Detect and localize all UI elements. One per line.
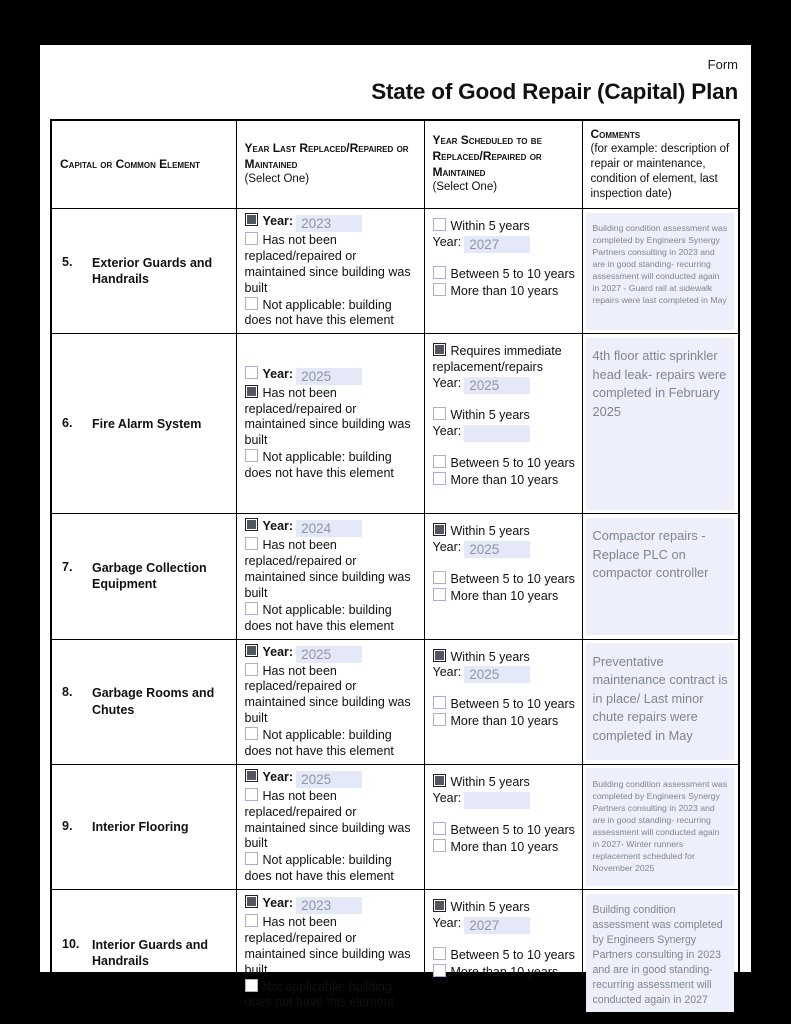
comment-field[interactable]: Building condition assessment was completed by Engineers Synergy Partners consulting in 2023 and are in good standing- recurring assessment will conducted again in 2027- Winter runners replacement scheduled for November 2025 [592, 778, 728, 873]
not-applicable-checkbox[interactable] [245, 852, 258, 865]
year-last-cell [236, 209, 424, 334]
element-name: Garbage Collection Equipment [92, 561, 207, 592]
not-applicable-checkbox[interactable] [245, 449, 258, 462]
element-cell [51, 764, 236, 889]
year-last-input[interactable]: 2025 [296, 646, 362, 663]
year-scheduled-cell [424, 334, 582, 514]
year-last-cell [236, 890, 424, 1018]
element-cell [51, 514, 236, 639]
year-last-label: Year: [262, 214, 294, 229]
not-applicable-label: Not applicable: building does not have this element [244, 979, 394, 1010]
element-name: Fire Alarm System [92, 416, 202, 431]
more-than-10-years-checkbox[interactable] [433, 964, 446, 977]
option-within-5-years [433, 407, 576, 424]
within-5-years-label: Within 5 years [450, 774, 530, 789]
has-not-been-checkbox[interactable] [245, 663, 258, 676]
table-row [51, 209, 739, 334]
option-has-not-been [245, 914, 418, 979]
within-5-years-label: Within 5 years [450, 900, 530, 915]
option-has-not-been [245, 537, 418, 602]
within-5-years-label: Within 5 years [450, 219, 530, 234]
not-applicable-label: Not applicable: building does not have this element [244, 602, 394, 633]
year-last-label: Year: [262, 896, 294, 911]
option-requires-immediate [433, 343, 576, 376]
between-5-10-years-checkbox[interactable] [433, 822, 446, 835]
element-row [62, 937, 230, 970]
within-5-year-input[interactable] [464, 425, 530, 442]
page-title: State of Good Repair (Capital) Plan [371, 78, 738, 104]
option-within-5-years [433, 774, 576, 791]
option-between-5-10-years [433, 455, 576, 472]
within-5-year-input[interactable]: 2025 [464, 666, 530, 683]
year-last-checkbox[interactable] [245, 769, 258, 782]
year-last-cell [236, 764, 424, 889]
option-not-applicable [245, 979, 418, 1012]
more-than-10-years-checkbox[interactable] [433, 713, 446, 726]
within-5-year-line [433, 235, 576, 253]
year-last-input[interactable]: 2024 [296, 520, 362, 537]
option-more-than-10-years [433, 964, 576, 981]
comment-cell [582, 764, 739, 889]
year-last-cell [236, 514, 424, 639]
year-last-label: Year: [262, 644, 294, 659]
header-comments-title: Comments [590, 126, 641, 141]
element-row [62, 819, 230, 835]
comment-cell [582, 334, 739, 514]
within-5-years-checkbox[interactable] [433, 899, 446, 912]
comment-cell [582, 639, 739, 764]
option-not-applicable [245, 449, 418, 482]
comment-cell [582, 209, 739, 334]
between-5-10-years-label: Between 5 to 10 years [450, 697, 575, 712]
more-than-10-years-label: More than 10 years [450, 839, 559, 854]
document-page [40, 45, 751, 1010]
option-within-5-years [433, 899, 576, 916]
between-5-10-years-checkbox[interactable] [433, 947, 446, 960]
has-not-been-label: Has not been replaced/repaired or maintained since building was built [244, 538, 411, 600]
element-number: 6. [62, 415, 73, 430]
header-year-scheduled-title: Year Scheduled to be Replaced/Repaired or Maintained [432, 133, 542, 179]
comment-field[interactable]: 4th floor attic sprinkler head leak- repairs were completed in February 2025 [592, 348, 727, 419]
more-than-10-years-checkbox[interactable] [433, 472, 446, 485]
table-row [51, 890, 739, 1018]
year-scheduled-cell [424, 890, 582, 1018]
within-5-year-line [433, 665, 576, 683]
element-number: 8. [62, 685, 73, 700]
year-last-checkbox[interactable] [245, 213, 258, 226]
within-5-years-checkbox[interactable] [433, 407, 446, 420]
requires-immediate-year-label: Year: [432, 376, 462, 391]
year-last-checkbox[interactable] [245, 644, 258, 657]
within-5-years-checkbox[interactable] [433, 523, 446, 536]
option-not-applicable [245, 727, 418, 760]
element-row [62, 560, 230, 593]
within-5-year-label: Year: [432, 790, 462, 805]
more-than-10-years-label: More than 10 years [450, 283, 559, 298]
option-more-than-10-years [433, 283, 576, 300]
between-5-10-years-checkbox[interactable] [433, 455, 446, 468]
not-applicable-label: Not applicable: building does not have this element [244, 728, 394, 758]
year-scheduled-cell [424, 209, 582, 334]
option-between-5-10-years [433, 947, 576, 964]
option-year-last [245, 895, 418, 914]
has-not-been-label: Has not been replaced/repaired or maintained since building was built [244, 385, 411, 448]
option-more-than-10-years [433, 839, 576, 856]
more-than-10-years-label: More than 10 years [450, 964, 559, 979]
year-last-checkbox[interactable] [245, 366, 258, 379]
has-not-been-label: Has not been replaced/repaired or maintained since building was built [244, 915, 411, 977]
between-5-10-years-label: Between 5 to 10 years [450, 455, 575, 470]
header-capital-element [51, 120, 236, 209]
has-not-been-checkbox[interactable] [245, 385, 258, 398]
table-row [51, 639, 739, 764]
option-within-5-years [433, 523, 576, 540]
table-row [51, 764, 739, 889]
table-body [51, 209, 739, 1018]
header-row [51, 120, 739, 209]
more-than-10-years-label: More than 10 years [450, 589, 559, 604]
year-last-label: Year: [262, 366, 294, 381]
requires-immediate-year-input[interactable]: 2025 [464, 377, 530, 394]
year-last-label: Year: [262, 769, 294, 784]
option-has-not-been [245, 663, 418, 728]
option-between-5-10-years [433, 571, 576, 588]
within-5-years-checkbox[interactable] [433, 649, 446, 662]
requires-immediate-label: Requires immediate replacement/repairs [432, 344, 562, 375]
element-cell [51, 639, 236, 764]
year-last-cell [236, 639, 424, 764]
table-row [51, 334, 739, 514]
more-than-10-years-label: More than 10 years [450, 472, 559, 487]
element-number: 5. [62, 254, 73, 269]
year-last-cell [236, 334, 424, 514]
element-name: Exterior Guards and Handrails [92, 255, 213, 287]
option-year-last [245, 518, 418, 537]
within-5-year-label: Year: [432, 234, 462, 249]
option-year-last [245, 213, 418, 232]
element-number: 7. [62, 560, 73, 575]
within-5-year-label: Year: [432, 665, 462, 680]
more-than-10-years-label: More than 10 years [450, 714, 559, 729]
option-within-5-years [433, 218, 576, 235]
option-within-5-years [433, 649, 576, 666]
not-applicable-label: Not applicable: building does not have this element [244, 297, 394, 328]
within-5-year-input[interactable]: 2025 [464, 541, 530, 558]
header-comments-sub: (for example: description of repair or maintenance, condition of element, last inspection date) [590, 143, 730, 201]
within-5-year-input[interactable]: 2027 [464, 917, 530, 934]
within-5-year-line [433, 424, 576, 442]
within-5-year-input[interactable] [464, 792, 530, 809]
within-5-years-checkbox[interactable] [433, 218, 446, 231]
option-has-not-been [245, 788, 418, 853]
between-5-10-years-checkbox[interactable] [433, 696, 446, 709]
element-name: Interior Guards and Handrails [92, 937, 208, 969]
header-year-scheduled-sub: (Select One) [432, 181, 498, 194]
header-comments [582, 120, 739, 209]
year-scheduled-cell [424, 764, 582, 889]
option-year-last [245, 769, 418, 788]
header-year-last [236, 120, 424, 209]
has-not-been-checkbox[interactable] [245, 537, 258, 550]
more-than-10-years-checkbox[interactable] [433, 839, 446, 852]
comment-field[interactable]: Preventative maintenance contract is in place/ Last minor chute repairs were completed in May [592, 653, 728, 743]
header-year-last-sub: (Select One) [244, 173, 310, 186]
option-has-not-been [245, 232, 418, 297]
year-scheduled-cell [424, 639, 582, 764]
within-5-years-label: Within 5 years [450, 649, 530, 664]
year-last-input[interactable]: 2023 [296, 215, 362, 232]
element-name: Garbage Rooms and Chutes [92, 686, 215, 717]
between-5-10-years-label: Between 5 to 10 years [450, 266, 575, 281]
element-number: 10. [62, 936, 80, 951]
option-between-5-10-years [433, 696, 576, 713]
element-row [62, 416, 230, 432]
not-applicable-checkbox[interactable] [245, 727, 258, 740]
element-name: Interior Flooring [92, 819, 189, 834]
sgr-table [50, 119, 740, 1019]
within-5-year-label: Year: [432, 423, 462, 438]
has-not-been-label: Has not been replaced/repaired or maintained since building was built [244, 663, 411, 726]
requires-immediate-year-line [433, 376, 576, 394]
between-5-10-years-checkbox[interactable] [433, 266, 446, 279]
header-capital-element-label: Capital or Common Element [60, 156, 201, 171]
option-has-not-been [245, 385, 418, 450]
not-applicable-checkbox[interactable] [245, 602, 258, 615]
option-not-applicable [245, 852, 418, 885]
more-than-10-years-checkbox[interactable] [433, 588, 446, 601]
comment-field[interactable]: Compactor repairs - Replace PLC on compactor controller [592, 528, 709, 581]
comment-field[interactable]: Building condition assessment was completed by Engineers Synergy Partners consulting in 2023 and are in good standing- recurring assessment will conducted again in 2027 - Guard rail at sidewalk repairs were last completed in May [592, 223, 728, 306]
year-scheduled-cell [424, 514, 582, 639]
has-not-been-checkbox[interactable] [245, 788, 258, 801]
between-5-10-years-label: Between 5 to 10 years [450, 947, 575, 962]
within-5-year-line [433, 791, 576, 809]
comment-cell [582, 514, 739, 639]
not-applicable-checkbox[interactable] [245, 979, 258, 992]
table-row [51, 514, 739, 639]
year-last-label: Year: [262, 519, 294, 534]
has-not-been-checkbox[interactable] [245, 232, 258, 245]
not-applicable-label: Not applicable: building does not have this element [244, 853, 394, 884]
not-applicable-checkbox[interactable] [245, 297, 258, 310]
comment-cell [582, 890, 739, 1018]
within-5-years-label: Within 5 years [450, 524, 530, 539]
within-5-year-label: Year: [432, 915, 462, 930]
between-5-10-years-label: Between 5 to 10 years [450, 822, 575, 837]
has-not-been-label: Has not been replaced/repaired or maintained since building was built [244, 233, 411, 295]
element-number: 9. [62, 818, 73, 833]
option-year-last [245, 644, 418, 663]
element-cell [51, 334, 236, 514]
option-year-last [245, 366, 418, 385]
option-between-5-10-years [433, 822, 576, 839]
year-last-checkbox[interactable] [245, 895, 258, 908]
form-label: Form [707, 57, 738, 72]
element-row [62, 255, 230, 288]
between-5-10-years-checkbox[interactable] [433, 571, 446, 584]
year-last-checkbox[interactable] [245, 518, 258, 531]
within-5-years-label: Within 5 years [450, 408, 530, 423]
between-5-10-years-label: Between 5 to 10 years [450, 572, 575, 587]
option-not-applicable [245, 297, 418, 330]
within-5-years-checkbox[interactable] [433, 774, 446, 787]
within-5-year-label: Year: [432, 540, 462, 555]
element-cell [51, 890, 236, 1018]
within-5-year-line [433, 916, 576, 934]
element-row [62, 685, 230, 718]
requires-immediate-checkbox[interactable] [433, 343, 446, 356]
element-cell [51, 209, 236, 334]
year-last-input[interactable]: 2023 [296, 897, 362, 914]
not-applicable-label: Not applicable: building does not have this element [244, 450, 394, 481]
comment-field[interactable]: Building condition assessment was completed by Engineers Synergy Partners consulting in 2023 and are in good standing- recurring assessment will conducted again in 2027 [592, 904, 723, 1007]
option-not-applicable [245, 602, 418, 635]
header-year-last-title: Year Last Replaced/Repaired or Maintained [244, 141, 409, 171]
within-5-year-input[interactable]: 2027 [464, 236, 530, 253]
option-more-than-10-years [433, 472, 576, 489]
has-not-been-label: Has not been replaced/repaired or maintained since building was built [244, 788, 411, 851]
year-last-input[interactable]: 2025 [296, 368, 362, 385]
has-not-been-checkbox[interactable] [245, 914, 258, 927]
option-more-than-10-years [433, 713, 576, 730]
header-year-scheduled [424, 120, 582, 209]
option-more-than-10-years [433, 588, 576, 605]
more-than-10-years-checkbox[interactable] [433, 283, 446, 296]
within-5-year-line [433, 540, 576, 558]
year-last-input[interactable]: 2025 [296, 771, 362, 788]
option-between-5-10-years [433, 266, 576, 283]
